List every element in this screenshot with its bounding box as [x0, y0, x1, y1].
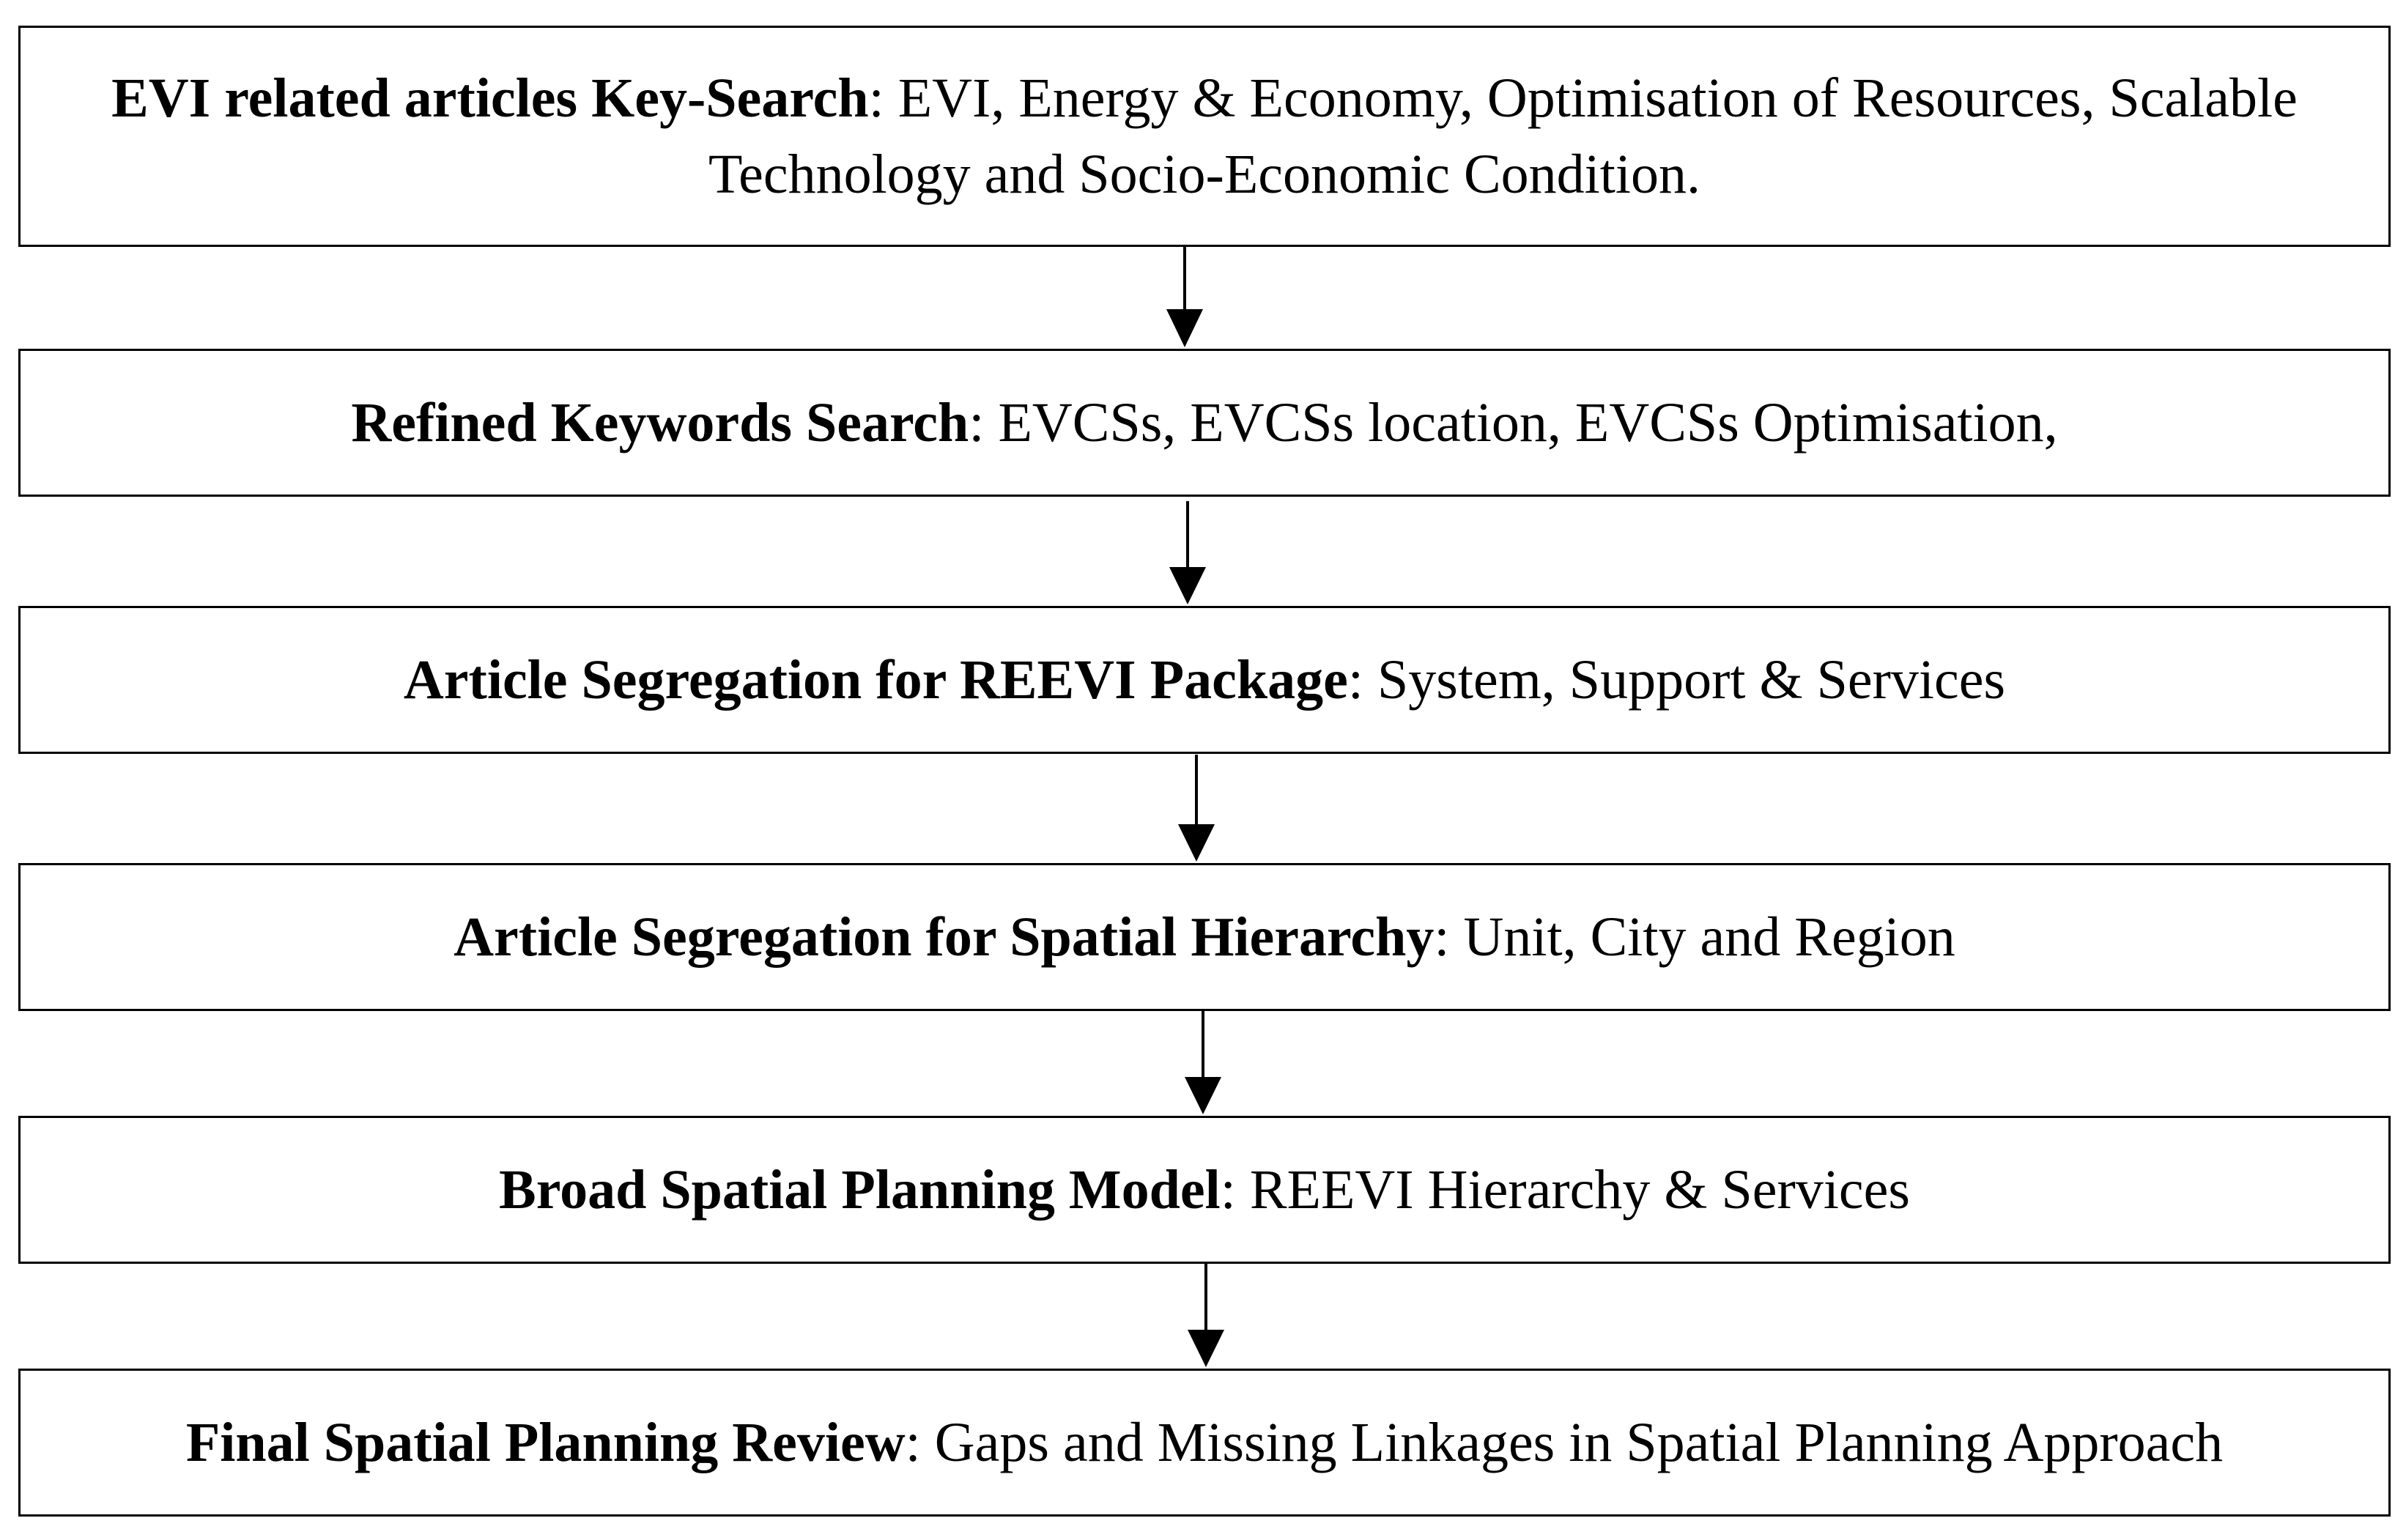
- step-detail: System, Support & Services: [1363, 649, 2006, 711]
- arrow-1-to-2: [1166, 247, 1203, 347]
- step-separator: :: [1434, 906, 1450, 968]
- arrow-4-to-5: [1185, 1011, 1221, 1114]
- step-box-final-review: [18, 1369, 2391, 1517]
- step-detail: Unit, City and Region: [1449, 906, 1955, 968]
- step-detail: EVI, Energy & Economy, Optimisation of Resources, Scalable Technology and Socio-Economic Condition.: [708, 67, 2298, 205]
- step-text: [424, 899, 1985, 975]
- step-title: Final Spatial Planning Review: [185, 1412, 906, 1473]
- step-title: Article Segregation for REEVI Package: [403, 649, 1348, 711]
- step-text: [322, 385, 2087, 461]
- step-title: Article Segregation for Spatial Hierarchy: [454, 906, 1435, 968]
- step-separator: :: [1220, 1159, 1236, 1221]
- step-box-planning-model: [18, 1116, 2391, 1264]
- step-separator: :: [1347, 649, 1363, 711]
- arrow-5-to-6: [1188, 1264, 1224, 1367]
- step-title: Broad Spatial Planning Model: [499, 1159, 1221, 1221]
- step-box-key-search: [18, 26, 2391, 247]
- step-title: Refined Keywords Search: [351, 392, 969, 454]
- step-text: [374, 642, 2035, 718]
- step-text: [157, 1404, 2252, 1481]
- step-detail: EVCSs, EVCSs location, EVCSs Optimisation,: [984, 392, 2058, 454]
- step-box-reevi-package: [18, 606, 2391, 754]
- step-box-refined-keywords: [18, 349, 2391, 497]
- arrow-3-to-4: [1178, 755, 1215, 862]
- step-detail: REEVI Hierarchy & Services: [1235, 1159, 1910, 1221]
- step-separator: :: [905, 1412, 921, 1473]
- step-text: [21, 60, 2388, 212]
- step-box-spatial-hierarchy: [18, 863, 2391, 1011]
- arrow-2-to-3: [1169, 501, 1206, 604]
- step-detail: Gaps and Missing Linkages in Spatial Planning Approach: [920, 1412, 2224, 1473]
- step-separator: :: [969, 392, 985, 454]
- step-text: [470, 1152, 1939, 1228]
- step-title: EVI related articles Key-Search: [111, 67, 869, 129]
- step-separator: :: [868, 67, 884, 129]
